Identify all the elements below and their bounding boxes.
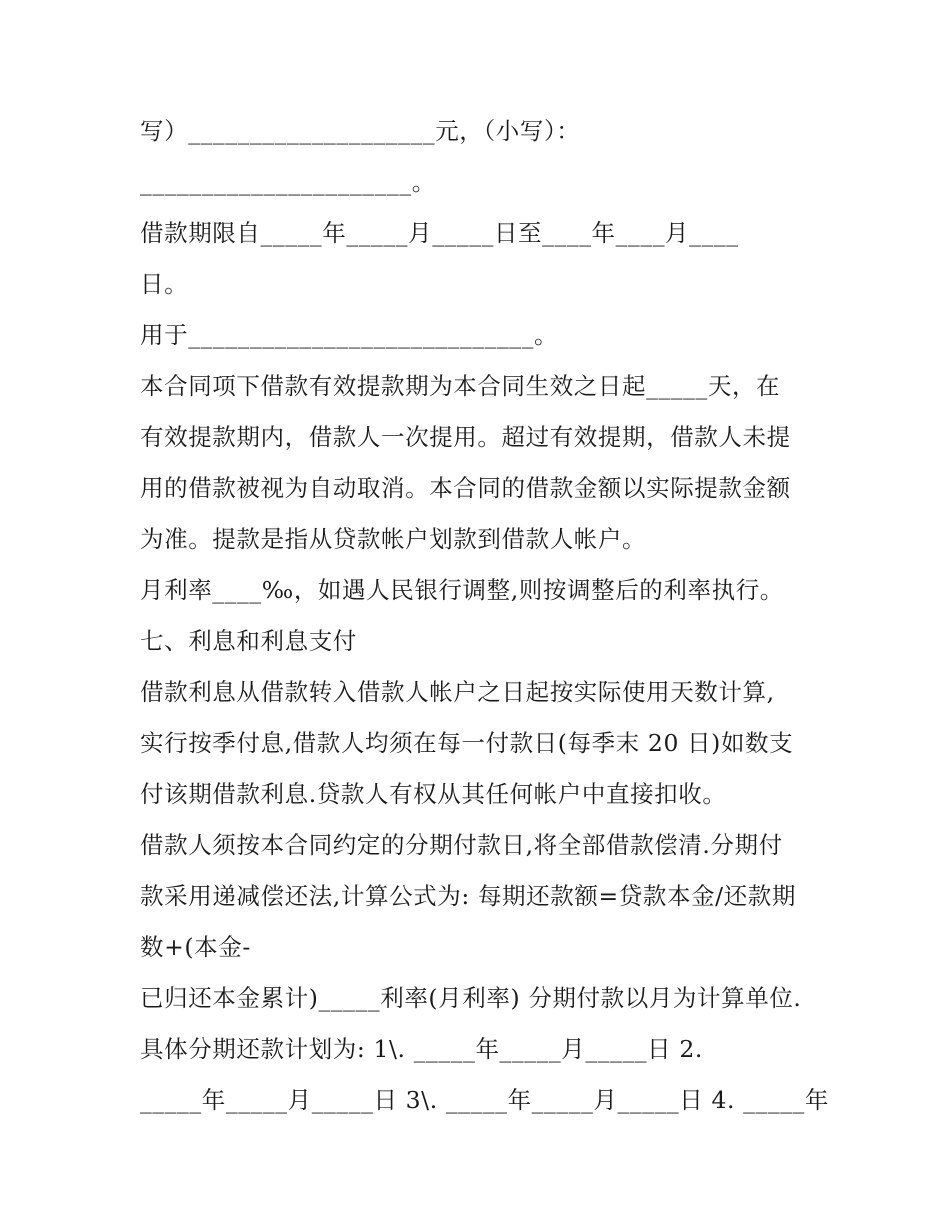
text-line: 为准。提款是指从贷款帐户划款到借款人帐户。 — [140, 525, 647, 553]
text-line: 本合同项下借款有效提款期为本合同生效之日起_____天，在 — [140, 372, 781, 400]
text-line: 实行按季付息,借款人均须在每一付款日(每季末 20 日)如数支 — [140, 729, 794, 757]
section-heading: 七、利息和利息支付 — [140, 627, 357, 655]
document-page — [140, 106, 830, 1126]
text-line: 借款人须按本合同约定的分期付款日,将全部借款偿清.分期付 — [140, 831, 783, 859]
text-line: 已归还本金累计)_____利率(月利率) 分期付款以月为计算单位. — [140, 984, 802, 1012]
text-line: 月利率____‰，如遇人民银行调整,则按调整后的利率执行。 — [140, 576, 784, 604]
text-line: 款采用递减偿还法,计算公式为: 每期还款额=贷款本金/还款期 — [140, 882, 796, 910]
text-line: 具体分期还款计划为: 1\. _____年_____月_____日 2. — [140, 1035, 703, 1063]
text-line: 写）____________________元，（小写）： — [140, 117, 581, 145]
text-line: 数+(本金- — [140, 933, 251, 961]
text-line: _____年_____月_____日 3\. _____年_____月_____日 4. _____年 — [140, 1086, 829, 1114]
text-line: 付该期借款利息.贷款人有权从其任何帐户中直接扣收。 — [140, 780, 727, 808]
text-line: 日。 — [140, 270, 189, 298]
text-line: 有效提款期内，借款人一次提用。超过有效提期，借款人未提 — [140, 423, 791, 451]
text-line: 用的借款被视为自动取消。本合同的借款金额以实际提款金额 — [140, 474, 791, 502]
text-line: 借款利息从借款转入借款人帐户之日起按实际使用天数计算, — [140, 678, 775, 706]
text-line: 用于____________________________。 — [140, 321, 559, 349]
text-line: 借款期限自_____年_____月_____日至____年____月____ — [140, 219, 739, 247]
text-line: ______________________。 — [140, 168, 436, 196]
